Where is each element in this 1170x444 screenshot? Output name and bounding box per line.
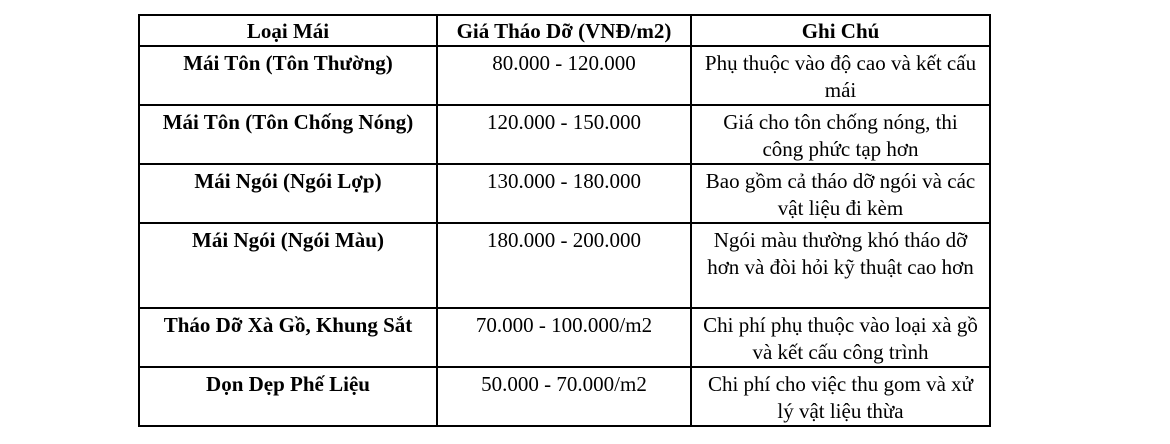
table-row bbox=[139, 105, 990, 164]
header-row bbox=[139, 15, 990, 46]
note-cell: Phụ thuộc vào độ cao và kết cấu mái bbox=[691, 46, 990, 105]
table-row bbox=[139, 367, 990, 426]
roof-type-cell: Dọn Dẹp Phế Liệu bbox=[139, 367, 437, 426]
roof-type-cell: Mái Ngói (Ngói Lợp) bbox=[139, 164, 437, 223]
price-cell: 120.000 - 150.000 bbox=[437, 105, 691, 164]
roof-type-cell: Tháo Dỡ Xà Gồ, Khung Sắt bbox=[139, 308, 437, 367]
header-notes: Ghi Chú bbox=[691, 15, 990, 46]
price-cell: 130.000 - 180.000 bbox=[437, 164, 691, 223]
header-removal-price: Giá Tháo Dỡ (VNĐ/m2) bbox=[437, 15, 691, 46]
note-cell: Chi phí phụ thuộc vào loại xà gồ và kết cấu công trình bbox=[691, 308, 990, 367]
note-cell: Giá cho tôn chống nóng, thi công phức tạp hơn bbox=[691, 105, 990, 164]
price-cell: 180.000 - 200.000 bbox=[437, 223, 691, 308]
price-cell: 50.000 - 70.000/m2 bbox=[437, 367, 691, 426]
roof-type-cell: Mái Ngói (Ngói Màu) bbox=[139, 223, 437, 308]
note-cell: Chi phí cho việc thu gom và xử lý vật liệu thừa bbox=[691, 367, 990, 426]
price-cell: 80.000 - 120.000 bbox=[437, 46, 691, 105]
note-cell: Bao gồm cả tháo dỡ ngói và các vật liệu đi kèm bbox=[691, 164, 990, 223]
note-cell: Ngói màu thường khó tháo dỡ hơn và đòi hỏi kỹ thuật cao hơn bbox=[691, 223, 990, 308]
table-row bbox=[139, 164, 990, 223]
roof-type-cell: Mái Tôn (Tôn Chống Nóng) bbox=[139, 105, 437, 164]
header-roof-type: Loại Mái bbox=[139, 15, 437, 46]
roof-type-cell: Mái Tôn (Tôn Thường) bbox=[139, 46, 437, 105]
price-cell: 70.000 - 100.000/m2 bbox=[437, 308, 691, 367]
price-table bbox=[138, 14, 991, 427]
table-row bbox=[139, 308, 990, 367]
table-row bbox=[139, 46, 990, 105]
table-row bbox=[139, 223, 990, 308]
